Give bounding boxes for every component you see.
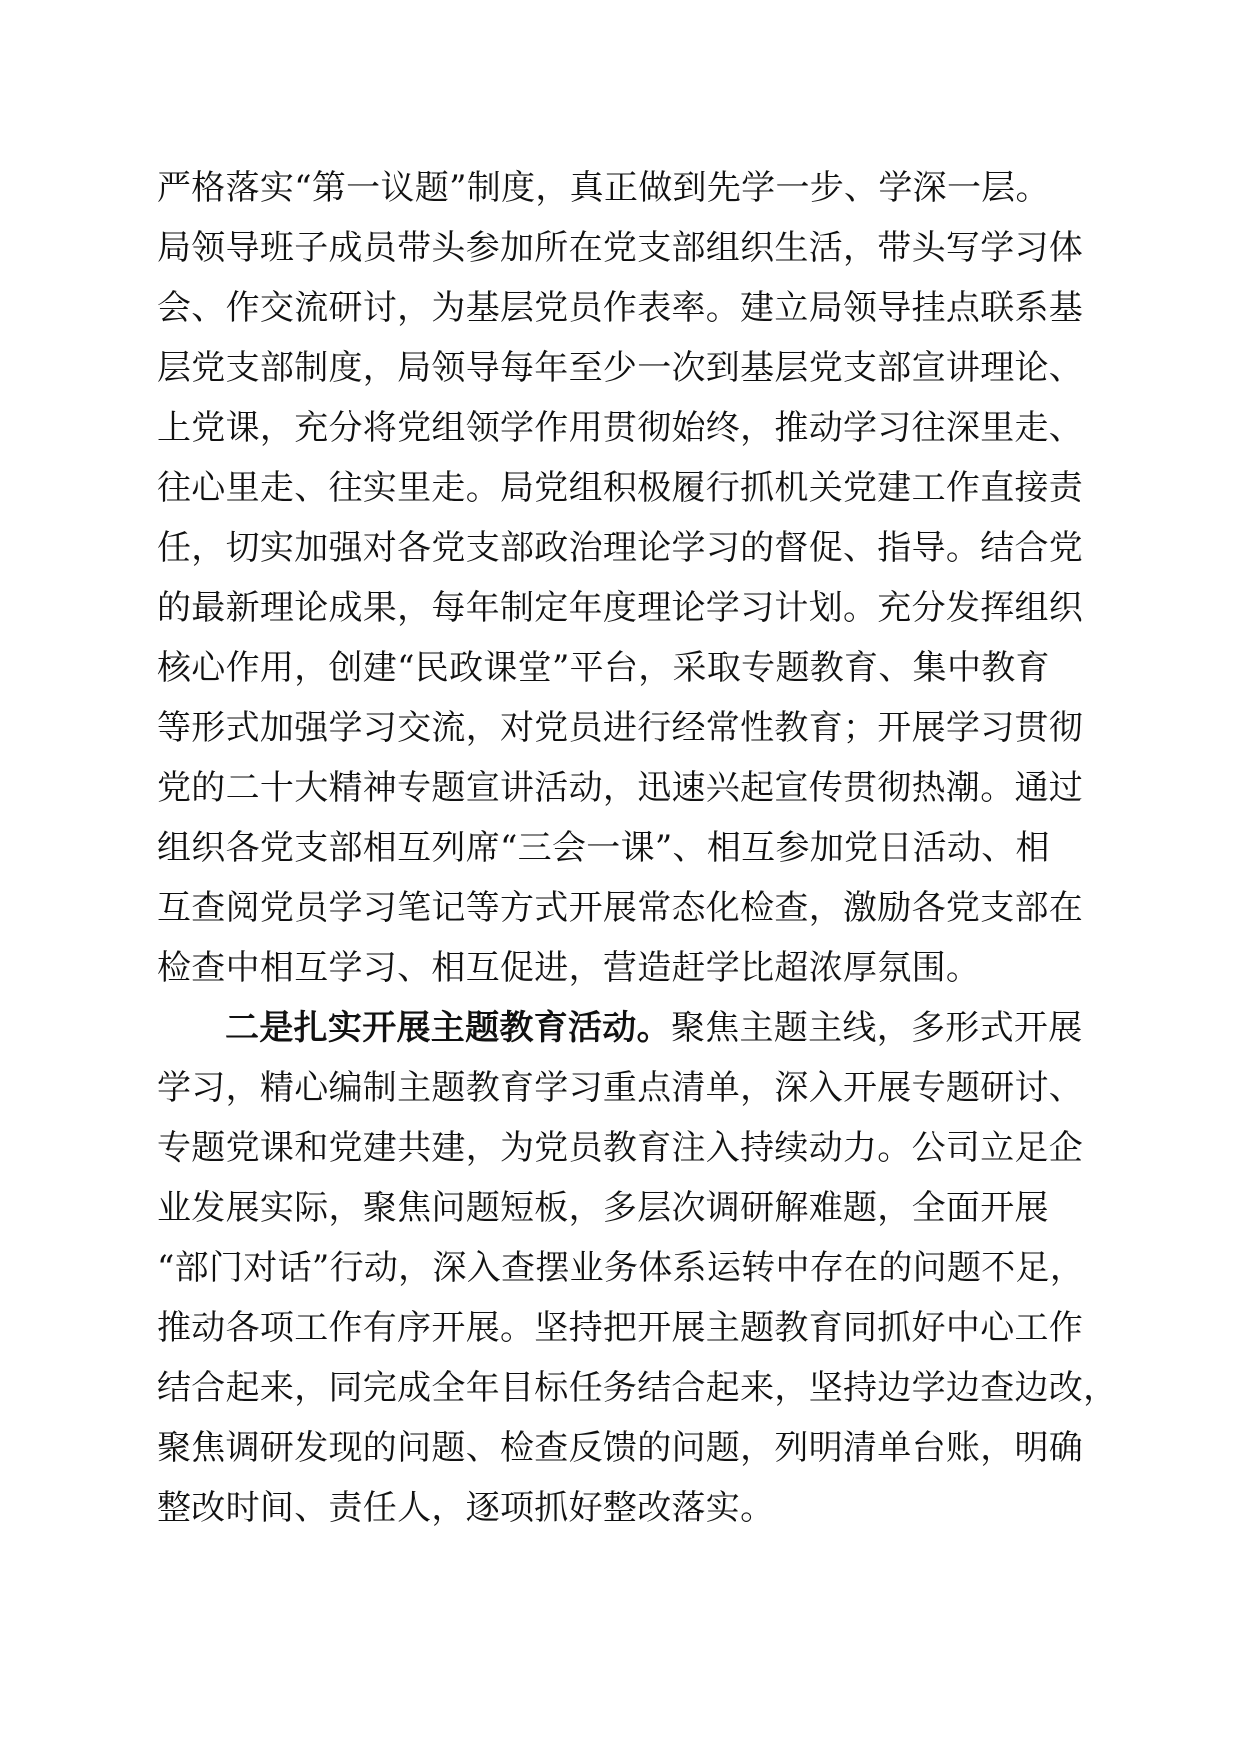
text-line: 严格落实“第一议题”制度，真正做到先学一步、学深一层。 <box>157 168 1050 208</box>
text-line: 往心里走、往实里走。局党组积极履行抓机关党建工作直接责 <box>157 468 1084 508</box>
text-line: 核心作用，创建“民政课堂”平台，采取专题教育、集中教育 <box>157 648 1050 688</box>
text-line: 检查中相互学习、相互促进，营造赶学比超浓厚氛围。 <box>157 948 981 988</box>
text-line: 等形式加强学习交流，对党员进行经常性教育；开展学习贯彻 <box>157 708 1084 748</box>
text-line: 上党课，充分将党组领学作用贯彻始终，推动学习往深里走、 <box>157 408 1084 448</box>
text-line: 层党支部制度，局领导每年至少一次到基层党支部宣讲理论、 <box>157 348 1084 388</box>
text-line: 学习，精心编制主题教育学习重点清单，深入开展专题研讨、 <box>157 1068 1084 1108</box>
paragraph-1 <box>157 158 1083 998</box>
text-line: 推动各项工作有序开展。坚持把开展主题教育同抓好中心工作 <box>157 1308 1084 1348</box>
text-line: 会、作交流研讨，为基层党员作表率。建立局领导挂点联系基 <box>157 288 1084 328</box>
text-line: 结合起来，同完成全年目标任务结合起来，坚持边学边查边改， <box>157 1368 1118 1408</box>
text-line: 组织各党支部相互列席“三会一课”、相互参加党日活动、相 <box>157 828 1050 868</box>
document-body <box>157 158 1118 1538</box>
text-line: 整改时间、责任人，逐项抓好整改落实。 <box>157 1488 775 1528</box>
text-line: 任，切实加强对各党支部政治理论学习的督促、指导。结合党 <box>157 528 1084 568</box>
text-line: 党的二十大精神专题宣讲活动，迅速兴起宣传贯彻热潮。通过 <box>157 768 1084 808</box>
text-line: 聚焦调研发现的问题、检查反馈的问题，列明清单台账，明确 <box>157 1428 1084 1468</box>
text-line: “部门对话”行动，深入查摆业务体系运转中存在的问题不足， <box>157 1248 1085 1288</box>
paragraph-first-line <box>157 998 1083 1058</box>
text-line: 业发展实际，聚焦问题短板，多层次调研解难题，全面开展 <box>157 1188 1049 1228</box>
paragraph-first-line-text: 聚焦主题主线，多形式开展 <box>670 1008 1083 1048</box>
text-line: 专题党课和党建共建，为党员教育注入持续动力。公司立足企 <box>157 1128 1084 1168</box>
paragraph-2 <box>157 998 1118 1538</box>
text-line: 局领导班子成员带头参加所在党支部组织生活，带头写学习体 <box>157 228 1084 268</box>
paragraph-lead-heading: 二是扎实开展主题教育活动。 <box>225 1008 671 1048</box>
text-line: 互查阅党员学习笔记等方式开展常态化检查，激励各党支部在 <box>157 888 1084 928</box>
text-line: 的最新理论成果，每年制定年度理论学习计划。充分发挥组织 <box>157 588 1084 628</box>
